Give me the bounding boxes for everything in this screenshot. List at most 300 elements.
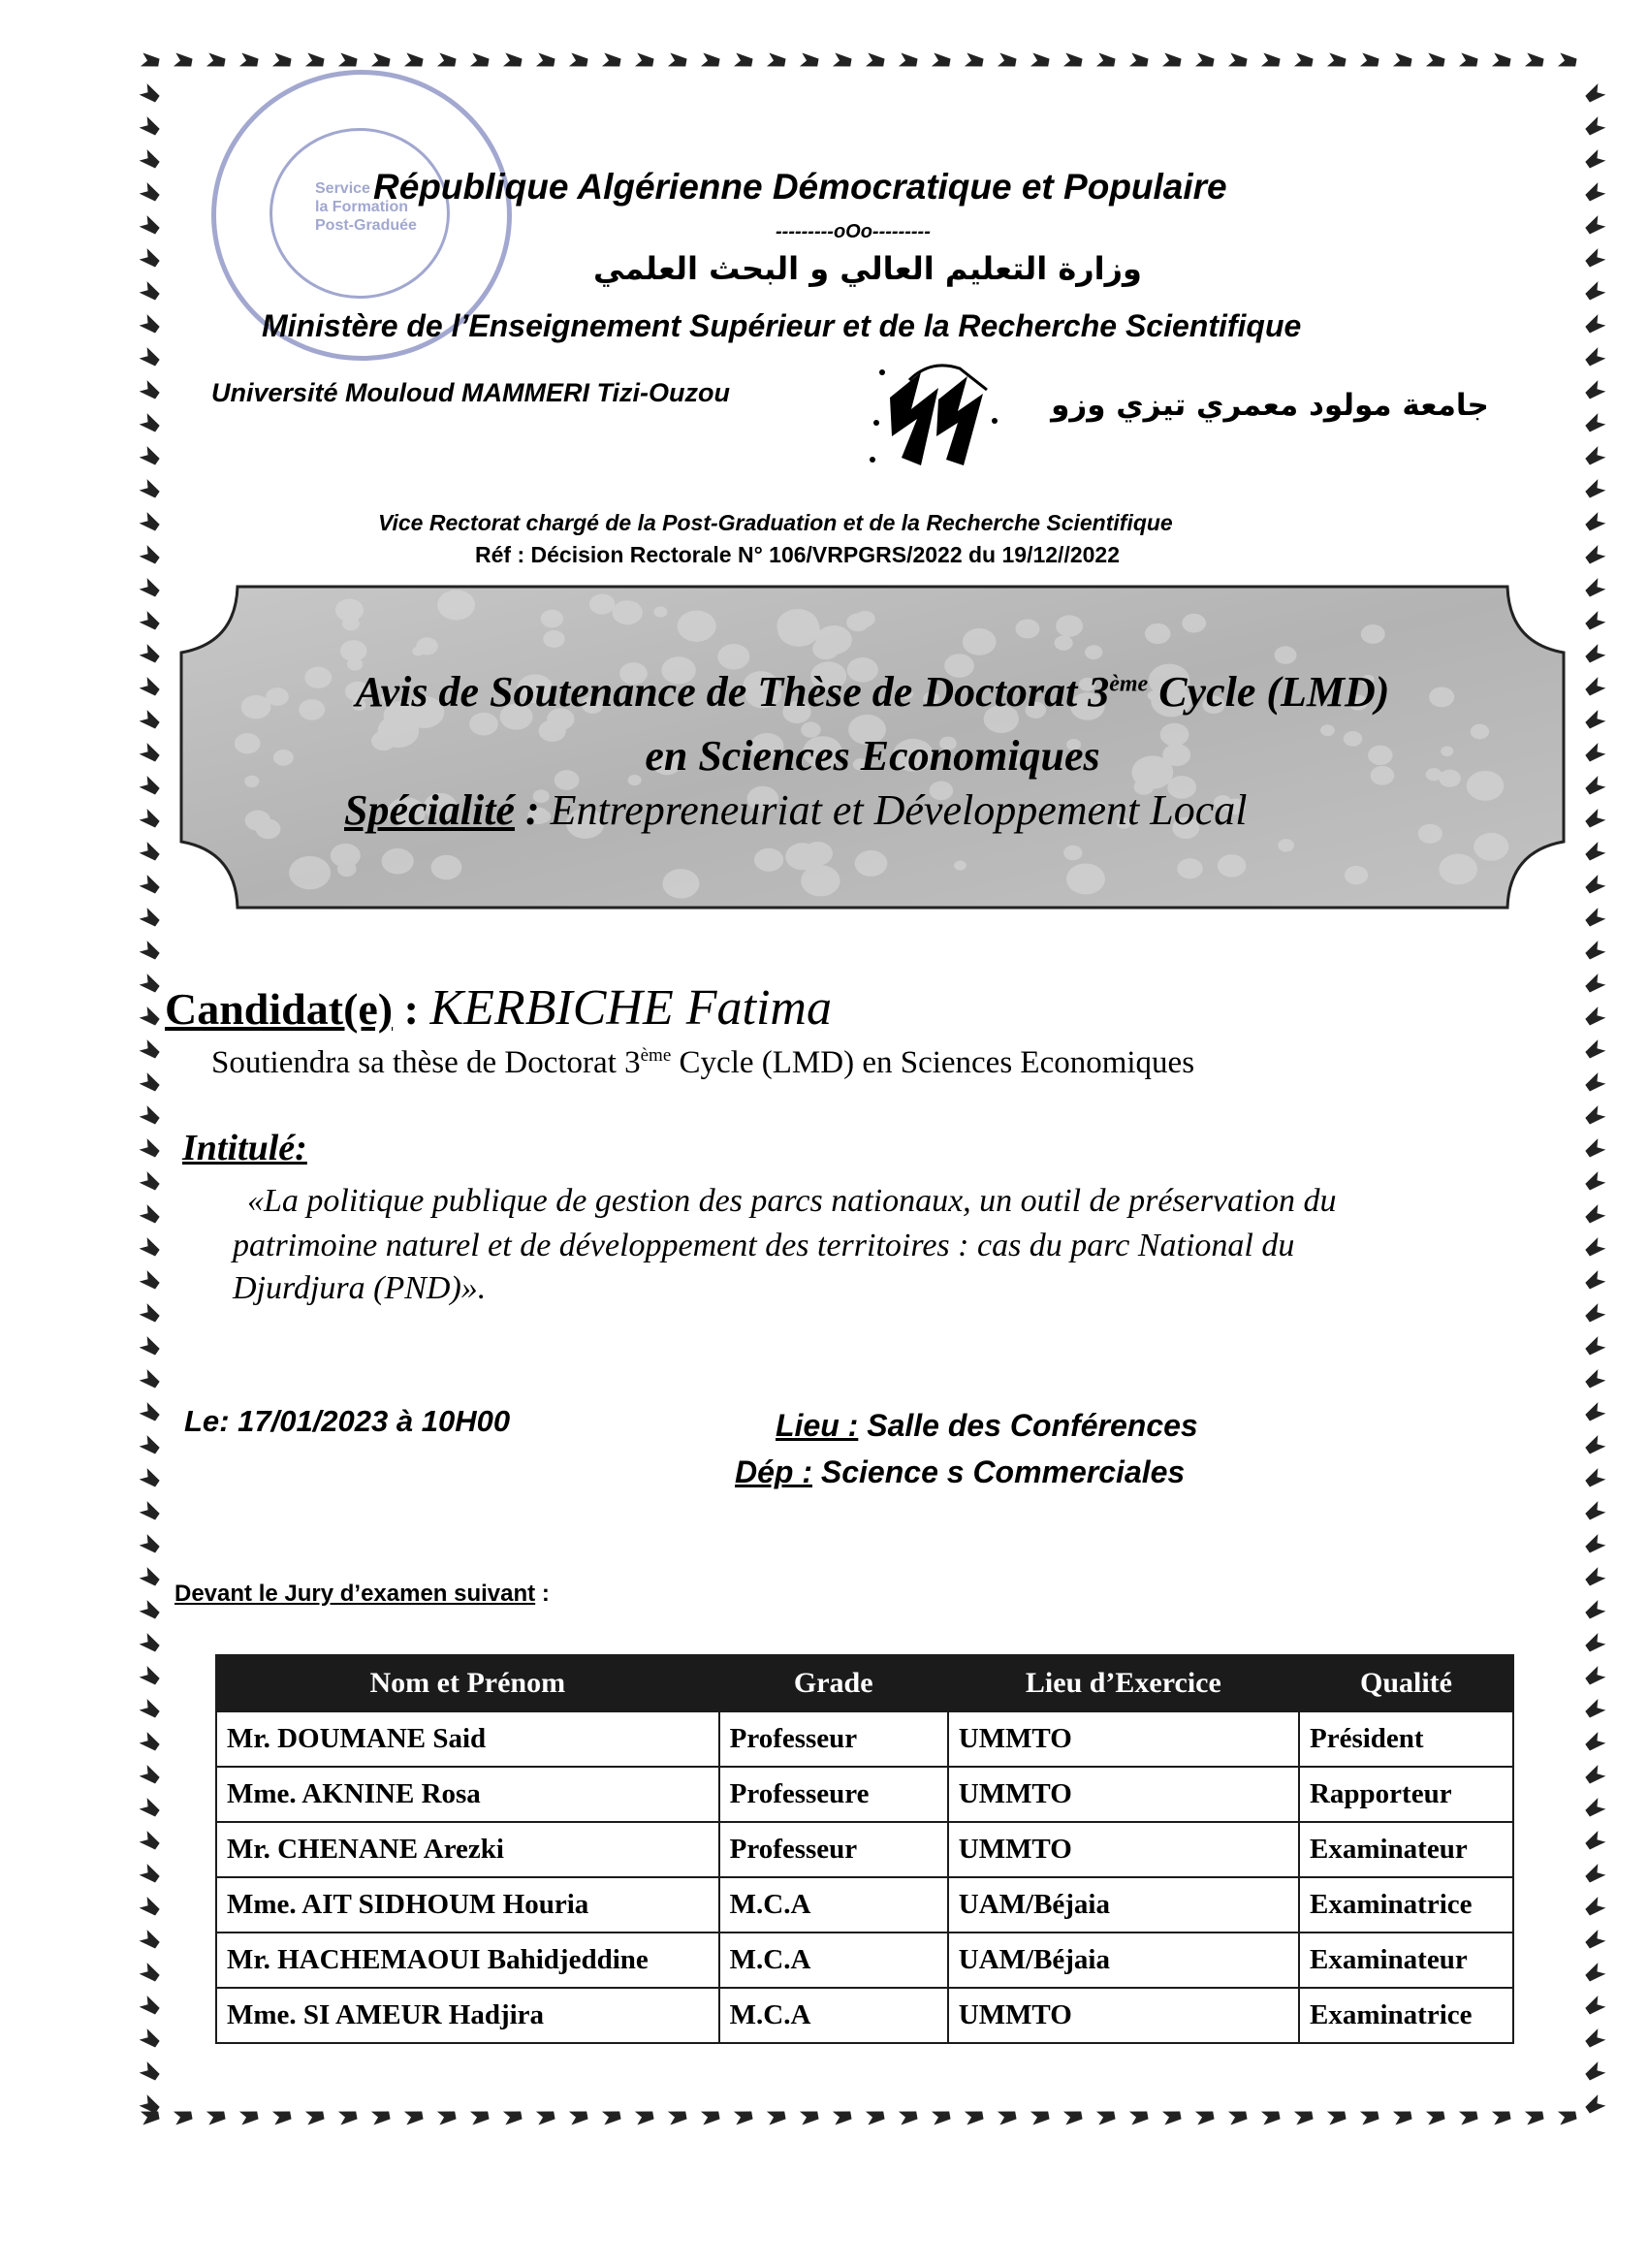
- intitule-line1: «La politique publique de gestion des parcs nationaux, un outil de préservation du: [247, 1183, 1337, 1219]
- banner-texture-drop: [1345, 866, 1368, 884]
- border-ornament: [140, 413, 162, 434]
- candidate-name: KERBICHE Fatima: [429, 980, 832, 1036]
- border-ornament: [1584, 1699, 1606, 1720]
- table-row: [216, 1822, 1513, 1877]
- lieu: [776, 1408, 1198, 1444]
- border-ornament: [338, 53, 358, 70]
- border-ornament: [1426, 53, 1445, 70]
- jury-name: Mr. HACHEMAOUI Bahidjeddine: [216, 1933, 719, 1988]
- banner-title-line1: Avis de Soutenance de Thèse de Doctorat 3ème Cycle (LMD): [355, 668, 1390, 716]
- banner-texture-drop: [1056, 615, 1083, 636]
- border-ornament: [140, 512, 162, 533]
- border-ornament: [140, 1468, 162, 1489]
- border-ornament: [701, 53, 720, 70]
- border-ornament: [1584, 1666, 1606, 1687]
- banner-texture-drop: [801, 865, 840, 896]
- border-ornament: [140, 83, 162, 105]
- border-ornament: [140, 1171, 162, 1193]
- border-ornament: [1261, 53, 1281, 70]
- jury-qualite: Examinateur: [1299, 1933, 1513, 1988]
- border-ornament: [470, 53, 490, 70]
- border-ornament: [141, 53, 160, 70]
- border-ornament: [338, 2109, 358, 2125]
- banner-texture-drop: [662, 869, 699, 898]
- border-ornament: [140, 743, 162, 764]
- border-ornament: [1584, 149, 1606, 171]
- banner-texture-drop: [256, 819, 281, 840]
- banner-texture-drop: [543, 630, 564, 648]
- border-ornament: [272, 2109, 292, 2125]
- border-ornament: [1030, 53, 1050, 70]
- banner-texture-drop: [289, 856, 331, 889]
- border-ornament: [1558, 53, 1577, 70]
- border-ornament: [140, 281, 162, 303]
- border-ornament: [536, 53, 555, 70]
- banner-texture-drop: [437, 590, 475, 620]
- jury-grade: Professeur: [719, 1822, 948, 1877]
- border-ornament: [140, 1732, 162, 1753]
- jury-grade: Professeure: [719, 1767, 948, 1822]
- border-ornament: [1584, 1435, 1606, 1456]
- border-ornament: [503, 2109, 523, 2125]
- border-ornament: [1426, 2109, 1445, 2125]
- border-ornament: [1584, 1501, 1606, 1522]
- banner-texture-drop: [1474, 833, 1508, 861]
- jury-qualite: Examinatrice: [1299, 1988, 1513, 2043]
- border-ornament: [866, 53, 885, 70]
- university-logo: [863, 351, 1008, 477]
- banner-texture-drop: [1085, 645, 1102, 659]
- border-ornament: [701, 2109, 720, 2125]
- border-ornament: [305, 53, 325, 70]
- border-ornament: [1584, 1996, 1606, 2017]
- jury-name: Mme. AIT SIDHOUM Houria: [216, 1877, 719, 1933]
- border-ornament: [1228, 53, 1248, 70]
- border-ornament: [1584, 1303, 1606, 1325]
- banner-texture-drop: [815, 846, 830, 857]
- table-row: [216, 1767, 1513, 1822]
- border-ornament: [1195, 2109, 1215, 2125]
- border-ornament: [272, 53, 292, 70]
- banner-texture-drop: [1439, 854, 1477, 885]
- header-qualite: Qualité: [1299, 1655, 1513, 1711]
- border-ornament: [1162, 53, 1182, 70]
- banner-texture-drop: [337, 861, 357, 877]
- border-ornament: [1584, 446, 1606, 467]
- border-ornament: [1584, 281, 1606, 303]
- jury-grade: M.C.A: [719, 1933, 948, 1988]
- border-ornament: [140, 1534, 162, 1555]
- border-ornament: [1584, 875, 1606, 896]
- border-ornament: [371, 53, 391, 70]
- border-ornament: [140, 1105, 162, 1127]
- jury-grade: M.C.A: [719, 1877, 948, 1933]
- departement: [735, 1454, 1185, 1490]
- border-ornament: [140, 1765, 162, 1786]
- border-ornament: [371, 2109, 391, 2125]
- ministry-french: Ministère de l’Enseignement Supérieur et de la Recherche Scientifique: [262, 308, 1302, 343]
- border-ornament: [1584, 380, 1606, 401]
- border-ornament: [668, 53, 687, 70]
- jury-qualite: Examinateur: [1299, 1822, 1513, 1877]
- border-ornament: [1584, 314, 1606, 335]
- university-arabic: جامعة مولود معمري تيزي وزو: [1051, 388, 1489, 423]
- border-ornament: [140, 545, 162, 566]
- banner-texture-drop: [1066, 863, 1105, 894]
- stamp-text: Service la Formation Post-Graduée: [315, 180, 417, 234]
- border-ornament: [1584, 743, 1606, 764]
- le-value: : 17/01/2023 à 10H00: [219, 1404, 511, 1438]
- border-ornament: [174, 2109, 193, 2125]
- border-ornament: [140, 1039, 162, 1061]
- border-ornament: [1228, 2109, 1248, 2125]
- jury-lieu: UMMTO: [948, 1822, 1299, 1877]
- border-ornament: [140, 1600, 162, 1621]
- border-ornament: [503, 53, 523, 70]
- banner-texture-drop: [846, 614, 869, 632]
- border-ornament: [1294, 2109, 1314, 2125]
- border-ornament: [668, 2109, 687, 2125]
- banner-texture-drop: [678, 611, 716, 642]
- border-ornament: [1584, 1567, 1606, 1588]
- border-ornament: [1584, 2094, 1606, 2116]
- border-ornament: [1584, 2061, 1606, 2083]
- border-ornament: [140, 182, 162, 204]
- border-ornament: [998, 53, 1017, 70]
- jury-qualite: Examinatrice: [1299, 1877, 1513, 1933]
- border-ornament: [239, 2109, 259, 2125]
- lieu-value: Salle des Conférences: [858, 1408, 1198, 1443]
- banner-texture-drop: [963, 628, 997, 655]
- border-ornament: [1030, 2109, 1050, 2125]
- border-ornament: [305, 2109, 325, 2125]
- jury-qualite: Président: [1299, 1711, 1513, 1767]
- border-ornament: [1327, 53, 1347, 70]
- dep-label: Dép :: [735, 1454, 812, 1489]
- lieu-label: Lieu :: [776, 1408, 859, 1443]
- jury-table: [215, 1654, 1514, 2044]
- intitule-label: Intitulé:: [182, 1128, 307, 1168]
- border-ornament: [1096, 53, 1116, 70]
- border-ornament: [1584, 116, 1606, 138]
- border-ornament: [602, 53, 621, 70]
- table-row: [216, 1988, 1513, 2043]
- border-ornament: [1584, 1864, 1606, 1885]
- border-ornament: [1584, 1105, 1606, 1127]
- border-ornament: [140, 1567, 162, 1588]
- border-ornament: [140, 1138, 162, 1160]
- border-ornament: [140, 1435, 162, 1456]
- banner-texture-drop: [954, 860, 967, 870]
- border-ornament: [1584, 1402, 1606, 1423]
- border-ornament: [1492, 53, 1511, 70]
- border-ornament: [1584, 1072, 1606, 1094]
- border-ornament: [140, 941, 162, 962]
- border-ornament: [140, 1996, 162, 2017]
- border-ornament: [1195, 53, 1215, 70]
- banner-texture-drop: [1477, 786, 1494, 800]
- border-ornament: [1459, 53, 1478, 70]
- border-ornament: [140, 1402, 162, 1423]
- banner-texture-drop: [1182, 614, 1206, 633]
- border-ornament: [1584, 908, 1606, 929]
- border-ornament: [140, 1699, 162, 1720]
- border-ornament: [239, 53, 259, 70]
- border-ornament: [140, 116, 162, 138]
- border-ornament: [1584, 413, 1606, 434]
- banner-texture-drop: [541, 610, 563, 628]
- border-ornament: [1584, 1270, 1606, 1292]
- border-ornament: [140, 644, 162, 665]
- border-ornament: [1584, 182, 1606, 204]
- border-ornament: [569, 2109, 588, 2125]
- border-ornament: [602, 2109, 621, 2125]
- border-ornament: [1584, 644, 1606, 665]
- jury-qualite: Rapporteur: [1299, 1767, 1513, 1822]
- border-ornament: [140, 809, 162, 830]
- border-ornament: [767, 53, 786, 70]
- jury-grade: M.C.A: [719, 1988, 948, 2043]
- candidate-line: Candidat(e) : KERBICHE Fatima: [165, 980, 832, 1036]
- banner-specialite: Spécialité : Entrepreneuriat et Développement Local: [344, 786, 1248, 834]
- border-ornament: [1584, 1336, 1606, 1358]
- reference: Réf : Décision Rectorale N° 106/VRPGRS/2022 du 19/12//2022: [475, 542, 1121, 567]
- border-ornament: [140, 1336, 162, 1358]
- border-ornament: [140, 1633, 162, 1654]
- le-label: Le: [184, 1404, 220, 1438]
- border-ornament: [1063, 2109, 1083, 2125]
- border-ornament: [800, 2109, 819, 2125]
- border-ornament: [140, 314, 162, 335]
- border-ornament: [140, 2028, 162, 2050]
- border-ornament: [1584, 1237, 1606, 1259]
- date-time: [184, 1404, 510, 1439]
- border-ornament: [1584, 578, 1606, 599]
- border-ornament: [141, 2109, 160, 2125]
- border-ornament: [140, 1303, 162, 1325]
- banner-texture-drop: [382, 848, 414, 875]
- university-french: Université Mouloud MAMMERI Tizi-Ouzou: [211, 378, 730, 407]
- border-ornament: [140, 149, 162, 171]
- border-ornament: [932, 53, 951, 70]
- border-ornament: [1584, 1138, 1606, 1160]
- border-ornament: [140, 842, 162, 863]
- border-ornament: [140, 974, 162, 995]
- border-ornament: [140, 1204, 162, 1226]
- border-ornament: [1525, 53, 1544, 70]
- border-ornament: [140, 1831, 162, 1852]
- header-separator: ---------oOo---------: [776, 221, 931, 242]
- border-ornament: [569, 53, 588, 70]
- banner-texture-drop: [1274, 646, 1296, 663]
- border-ornament: [140, 446, 162, 467]
- border-ornament: [1294, 53, 1314, 70]
- banner-texture-drop: [1055, 635, 1073, 650]
- border-ornament: [140, 1237, 162, 1259]
- header-nom: Nom et Prénom: [216, 1655, 719, 1711]
- banner-texture-drop: [1145, 623, 1171, 644]
- intitule-line3: Djurdjura (PND)».: [233, 1270, 487, 1306]
- candidate-label: Candidat(e): [165, 984, 394, 1034]
- jury-name: Mr. DOUMANE Said: [216, 1711, 719, 1767]
- dep-value: Science s Commerciales: [812, 1454, 1186, 1489]
- table-row: [216, 1711, 1513, 1767]
- border-ornament: [833, 53, 852, 70]
- border-ornament: [1360, 53, 1379, 70]
- ministry-arabic: وزارة التعليم العالي و البحث العلمي: [593, 250, 1142, 287]
- border-ornament: [1584, 941, 1606, 962]
- banner-texture-drop: [754, 848, 783, 872]
- border-ornament: [1584, 1171, 1606, 1193]
- border-ornament: [1584, 776, 1606, 797]
- specialite-label: Spécialité: [344, 786, 515, 834]
- border-ornament: [140, 380, 162, 401]
- border-ornament: [932, 2109, 951, 2125]
- border-ornament: [140, 776, 162, 797]
- jury-table-header: [216, 1655, 1513, 1711]
- banner-texture-drop: [1278, 839, 1294, 851]
- border-ornament: [140, 1864, 162, 1885]
- border-ornament: [1584, 479, 1606, 500]
- border-ornament: [1584, 1930, 1606, 1951]
- banner-texture-drop: [613, 600, 643, 624]
- border-ornament: [1584, 83, 1606, 105]
- border-ornament: [1327, 2109, 1347, 2125]
- border-ornament: [635, 53, 654, 70]
- jury-lieu: UAM/Béjaia: [948, 1933, 1299, 1988]
- border-ornament: [866, 2109, 885, 2125]
- border-ornament: [1584, 1006, 1606, 1028]
- border-ornament: [140, 1072, 162, 1094]
- table-row: [216, 1877, 1513, 1933]
- vice-rectorat: Vice Rectorat chargé de la Post-Graduation et de la Recherche Scientifique: [378, 510, 1173, 535]
- border-ornament: [899, 53, 918, 70]
- border-ornament: [140, 1270, 162, 1292]
- border-ornament: [1584, 1732, 1606, 1753]
- border-ornament: [1584, 1897, 1606, 1918]
- intitule-line2: patrimoine naturel et de développement des territoires : cas du parc National du: [233, 1228, 1295, 1263]
- border-ornament: [1584, 2028, 1606, 2050]
- border-ornament: [140, 1006, 162, 1028]
- banner-texture-drop: [812, 638, 839, 659]
- border-ornament: [1393, 53, 1412, 70]
- banner-texture-drop: [1016, 620, 1040, 639]
- banner-title-line2: en Sciences Economiques: [645, 732, 1100, 780]
- border-ornament: [140, 1930, 162, 1951]
- banner-texture-drop: [653, 607, 667, 618]
- border-ornament: [767, 2109, 786, 2125]
- border-ornament: [1129, 2109, 1149, 2125]
- border-ornament: [1584, 974, 1606, 995]
- border-ornament: [174, 53, 193, 70]
- border-ornament: [1584, 1369, 1606, 1390]
- jury-name: Mme. AKNINE Rosa: [216, 1767, 719, 1822]
- border-ornament: [1393, 2109, 1412, 2125]
- border-ornament: [1584, 248, 1606, 270]
- border-ornament: [140, 710, 162, 731]
- border-ornament: [140, 1369, 162, 1390]
- jury-grade: Professeur: [719, 1711, 948, 1767]
- border-ornament: [1459, 2109, 1478, 2125]
- jury-lieu: UMMTO: [948, 1711, 1299, 1767]
- border-ornament: [140, 1666, 162, 1687]
- banner-texture-drop: [1418, 824, 1442, 844]
- border-ornament: [140, 1963, 162, 1984]
- banner-texture-drop: [1218, 854, 1246, 878]
- banner-texture-drop: [589, 593, 615, 614]
- border-ornament: [140, 1798, 162, 1819]
- banner-texture-drop: [785, 843, 819, 870]
- border-ornament: [536, 2109, 555, 2125]
- border-ornament: [140, 347, 162, 368]
- border-ornament: [965, 2109, 984, 2125]
- border-ornament: [437, 53, 457, 70]
- border-ornament: [1584, 1039, 1606, 1061]
- border-ornament: [800, 53, 819, 70]
- border-ornament: [1584, 1798, 1606, 1819]
- jury-name: Mr. CHENANE Arezki: [216, 1822, 719, 1877]
- border-ornament: [404, 2109, 424, 2125]
- border-ornament: [1584, 677, 1606, 698]
- border-ornament: [965, 53, 984, 70]
- banner-texture-drop: [1361, 624, 1385, 644]
- border-ornament: [140, 677, 162, 698]
- banner-texture-drop: [855, 850, 888, 877]
- jury-name: Mme. SI AMEUR Hadjira: [216, 1988, 719, 2043]
- border-ornament: [1584, 347, 1606, 368]
- border-ornament: [1584, 611, 1606, 632]
- border-ornament: [140, 875, 162, 896]
- border-ornament: [1096, 2109, 1116, 2125]
- border-ornament: [140, 215, 162, 237]
- candidate-description: Soutiendra sa thèse de Doctorat 3ème Cycle (LMD) en Sciences Economiques: [211, 1045, 1195, 1080]
- border-ornament: [635, 2109, 654, 2125]
- banner-texture-drop: [416, 637, 438, 655]
- banner-texture-drop: [1177, 858, 1202, 878]
- border-ornament: [1584, 1468, 1606, 1489]
- border-ornament: [1584, 1534, 1606, 1555]
- banner-texture-drop: [342, 617, 360, 630]
- border-ornament: [734, 53, 753, 70]
- border-ornament: [1584, 1633, 1606, 1654]
- header-grade: Grade: [719, 1655, 948, 1711]
- border-ornament: [140, 479, 162, 500]
- header-lieu: Lieu d’Exercice: [948, 1655, 1299, 1711]
- table-row: [216, 1933, 1513, 1988]
- border-ornament: [1558, 2109, 1577, 2125]
- border-ornament: [1261, 2109, 1281, 2125]
- border-ornament: [1063, 53, 1083, 70]
- border-ornament: [1584, 842, 1606, 863]
- jury-lieu: UAM/Béjaia: [948, 1877, 1299, 1933]
- border-ornament: [734, 2109, 753, 2125]
- jury-lieu: UMMTO: [948, 1767, 1299, 1822]
- border-ornament: [140, 1897, 162, 1918]
- border-ornament: [140, 611, 162, 632]
- border-ornament: [140, 2061, 162, 2083]
- jury-lieu: UMMTO: [948, 1988, 1299, 2043]
- republic-title: République Algérienne Démocratique et Populaire: [373, 167, 1227, 207]
- border-ornament: [1129, 53, 1149, 70]
- border-ornament: [1584, 809, 1606, 830]
- border-ornament: [1584, 215, 1606, 237]
- border-ornament: [1584, 1204, 1606, 1226]
- border-ornament: [1492, 2109, 1511, 2125]
- border-ornament: [1584, 512, 1606, 533]
- border-ornament: [140, 578, 162, 599]
- border-ornament: [140, 908, 162, 929]
- border-ornament: [1584, 1765, 1606, 1786]
